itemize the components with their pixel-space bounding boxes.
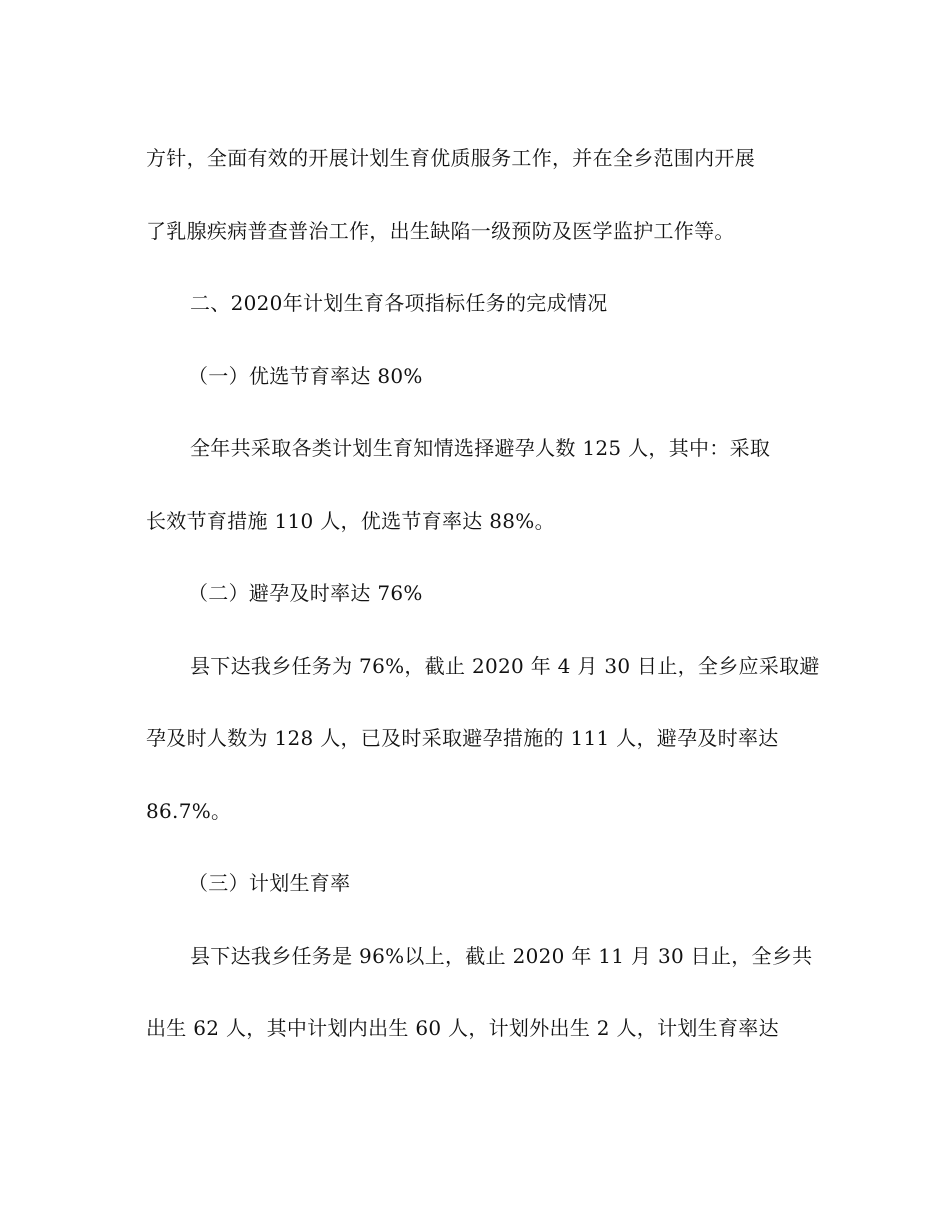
paragraph-line: 86.7%。 [146, 799, 232, 823]
paragraph-line: 孕及时人数为 128 人，已及时采取避孕措施的 111 人，避孕及时率达 [146, 726, 779, 750]
paragraph-line: 县下达我乡任务为 76%，截止 2020 年 4 月 30 日止，全乡应采取避 [190, 654, 820, 678]
paragraph-line: 方针，全面有效的开展计划生育优质服务工作，并在全乡范围内开展 [146, 146, 755, 170]
subsection-heading: （二）避孕及时率达 76% [188, 581, 423, 605]
paragraph-line: 县下达我乡任务是 96%以上，截止 2020 年 11 月 30 日止，全乡共 [190, 944, 813, 968]
paragraph-line: 了乳腺疾病普查普治工作，出生缺陷一级预防及医学监护工作等。 [146, 219, 735, 243]
paragraph-line: 全年共采取各类计划生育知情选择避孕人数 125 人，其中：采取 [190, 436, 771, 460]
paragraph-line: 出生 62 人，其中计划内出生 60 人，计划外出生 2 人，计划生育率达 [146, 1016, 779, 1040]
subsection-heading: （三）计划生育率 [188, 871, 351, 895]
subsection-heading: （一）优选节育率达 80% [188, 364, 423, 388]
section-heading: 二、2020年计划生育各项指标任务的完成情况 [190, 291, 608, 315]
paragraph-line: 长效节育措施 110 人，优选节育率达 88%。 [146, 509, 555, 533]
